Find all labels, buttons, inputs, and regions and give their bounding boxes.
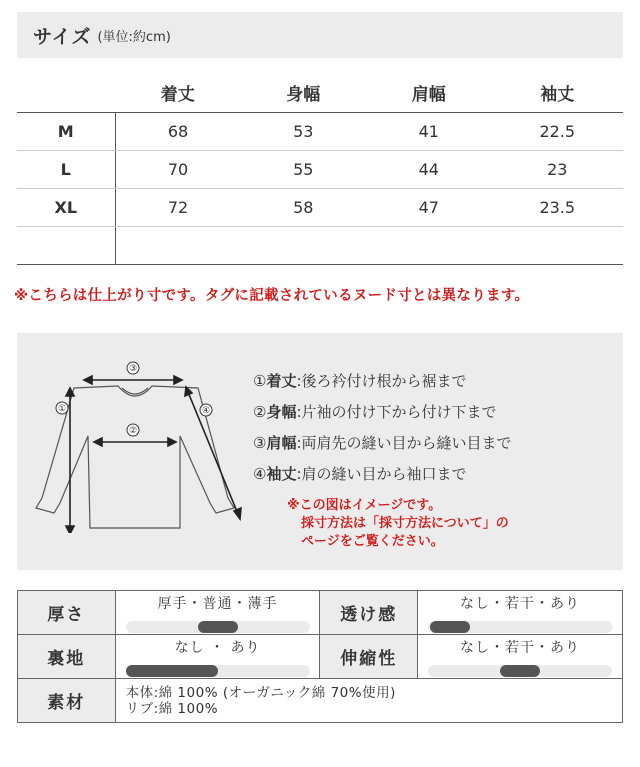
finished-size-note: ※こちらは仕上がり寸です。タグに記載されているヌード寸とは異なります。 xyxy=(14,288,530,304)
label-width: ② xyxy=(128,426,138,436)
size-header xyxy=(17,12,623,58)
sheer-options: なし・若干・あり xyxy=(460,595,581,612)
size-value: 53 xyxy=(241,112,367,150)
size-label-empty xyxy=(17,226,115,264)
spec-table xyxy=(17,590,623,723)
size-table xyxy=(17,74,623,265)
sheer-scale xyxy=(428,621,612,633)
stretch-value xyxy=(418,635,623,679)
stretch-label: 伸縮性 xyxy=(320,635,418,679)
thickness-value xyxy=(115,591,320,635)
thickness-scale xyxy=(126,621,310,633)
measure-item: ④袖丈:肩の縫い目から袖口まで xyxy=(253,465,467,483)
col-shoulder: 肩幅 xyxy=(366,74,492,112)
size-label: XL xyxy=(17,188,115,226)
thickness-options: 厚手・普通・薄手 xyxy=(157,595,278,612)
thickness-indicator xyxy=(198,621,238,633)
size-value: 47 xyxy=(366,188,492,226)
size-row-l xyxy=(17,150,623,188)
size-value: 44 xyxy=(366,150,492,188)
size-value: 70 xyxy=(115,150,241,188)
size-value: 23 xyxy=(492,150,624,188)
size-row-empty xyxy=(17,226,623,264)
size-title: サイズ xyxy=(33,25,92,48)
col-length: 着丈 xyxy=(115,74,241,112)
measure-item: ①着丈:後ろ衿付け根から裾まで xyxy=(253,372,467,390)
size-label: L xyxy=(17,150,115,188)
col-width: 身幅 xyxy=(241,74,367,112)
sheer-label: 透け感 xyxy=(320,591,418,635)
label-length: ① xyxy=(57,404,67,414)
measure-item: ③肩幅:両肩先の縫い目から縫い目まで xyxy=(253,434,512,452)
size-value: 22.5 xyxy=(492,112,624,150)
lining-scale xyxy=(126,665,310,677)
size-value: 41 xyxy=(366,112,492,150)
image-note: ※この図はイメージです。 採寸方法は「採寸方法について」の ページをご覧ください。 xyxy=(287,498,509,549)
size-row-xl xyxy=(17,188,623,226)
size-value: 58 xyxy=(241,188,367,226)
size-label: M xyxy=(17,112,115,150)
size-row-m xyxy=(17,112,623,150)
label-sleeve: ④ xyxy=(201,406,211,416)
size-value: 68 xyxy=(115,112,241,150)
size-col-blank xyxy=(17,74,115,112)
col-sleeve: 袖丈 xyxy=(492,74,624,112)
lining-value xyxy=(115,635,320,679)
sheer-indicator xyxy=(430,621,470,633)
lining-options: なし ・ あり xyxy=(174,639,261,656)
size-value: 55 xyxy=(241,150,367,188)
size-value: 23.5 xyxy=(492,188,624,226)
sleeve-arrow xyxy=(188,392,238,514)
size-value: 72 xyxy=(115,188,241,226)
shirt-diagram xyxy=(30,358,245,533)
lining-indicator xyxy=(126,665,218,677)
size-unit: (単位:約cm) xyxy=(97,29,171,45)
measure-item: ②身幅:片袖の付け下から付け下まで xyxy=(253,403,497,421)
measure-list xyxy=(253,366,512,490)
thickness-label: 厚さ xyxy=(18,591,116,635)
stretch-scale xyxy=(428,665,612,677)
stretch-options: なし・若干・あり xyxy=(460,639,581,656)
material-line-2: リブ:綿 100% xyxy=(125,700,219,717)
lining-label: 裏地 xyxy=(18,635,116,679)
material-label: 素材 xyxy=(18,679,116,723)
material-value xyxy=(115,679,622,723)
label-shoulder: ③ xyxy=(128,364,138,374)
material-line-1: 本体:綿 100% (オーガニック綿 70%使用) xyxy=(125,684,396,701)
stretch-indicator xyxy=(500,665,540,677)
sheer-value xyxy=(418,591,623,635)
